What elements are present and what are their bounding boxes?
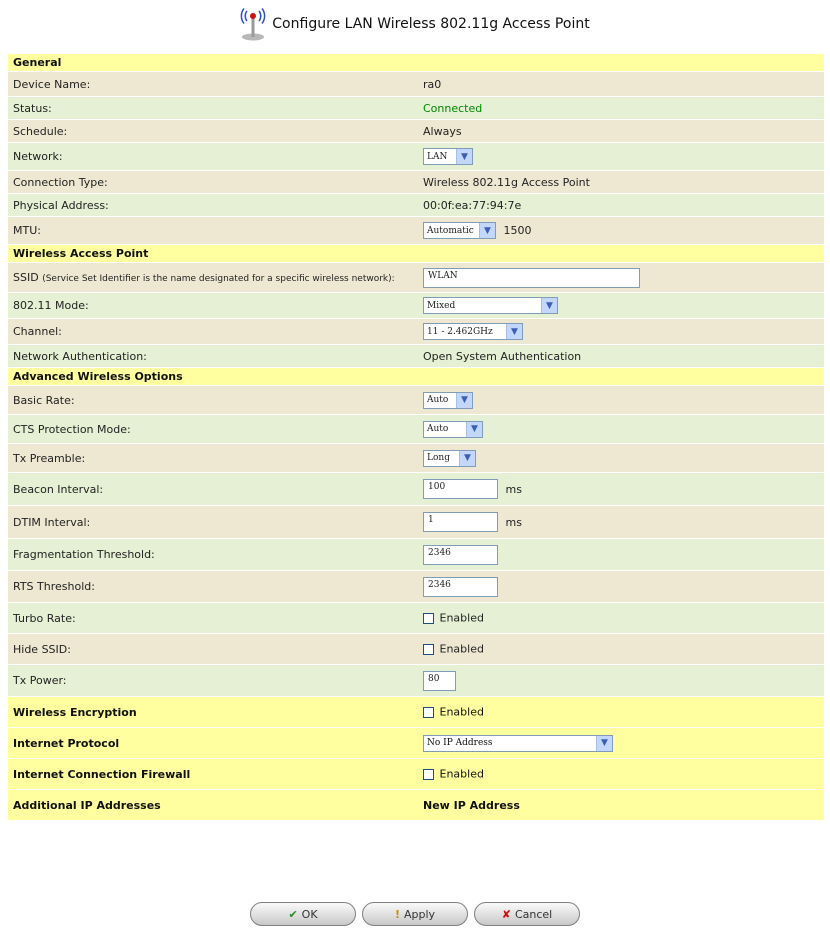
label: Tx Preamble: [8, 444, 418, 473]
row-status [8, 97, 824, 120]
row-fragmentation [8, 539, 824, 571]
physical-address-value: 00:0f:ea:77:94:7e [418, 194, 824, 217]
section-label: General [8, 54, 824, 72]
firewall-link[interactable]: Internet Connection Firewall [8, 759, 418, 790]
row-connection-type [8, 171, 824, 194]
hide-ssid-checkbox[interactable] [423, 644, 434, 655]
label: Channel: [8, 319, 418, 345]
section-label: Wireless Access Point [8, 245, 824, 263]
row-mtu [8, 217, 824, 245]
selected-value: No IP Address [427, 738, 493, 748]
beacon-input[interactable]: 100 [423, 479, 498, 499]
checkbox-label: Enabled [439, 642, 484, 656]
row-hide-ssid [8, 634, 824, 665]
row-basic-rate [8, 386, 824, 415]
label: RTS Threshold: [8, 571, 418, 603]
checkbox-label: Enabled [439, 767, 484, 781]
cancel-button[interactable] [474, 902, 580, 926]
row-cts-protection [8, 415, 824, 444]
chevron-down-icon: ▼ [506, 324, 522, 339]
checkbox-label: Enabled [439, 705, 484, 719]
label: MTU: [8, 217, 418, 245]
selected-value: Auto [427, 395, 449, 405]
chevron-down-icon: ▼ [459, 451, 475, 466]
connection-type-value: Wireless 802.11g Access Point [418, 171, 824, 194]
page-title: Configure LAN Wireless 802.11g Access Point [272, 16, 590, 32]
label: Fragmentation Threshold: [8, 539, 418, 571]
selected-value: Long [427, 453, 450, 463]
turbo-checkbox[interactable] [423, 613, 434, 624]
preamble-select[interactable] [423, 450, 476, 467]
selected-value: Auto [427, 424, 449, 434]
row-beacon-interval [8, 473, 824, 506]
dtim-unit: ms [505, 515, 522, 529]
ssid-label: SSID [13, 271, 39, 284]
selected-value: 11 - 2.462GHz [427, 326, 493, 337]
row-ssid [8, 263, 824, 293]
row-network-authentication [8, 345, 824, 368]
label: Network Authentication: [8, 345, 418, 368]
button-label: Cancel [514, 907, 553, 921]
label: Basic Rate: [8, 386, 418, 415]
row-dtim-interval [8, 506, 824, 539]
mtu-select[interactable] [423, 222, 496, 239]
chevron-down-icon: ▼ [596, 736, 612, 751]
selected-value: Automatic [427, 225, 474, 236]
chevron-down-icon: ▼ [541, 298, 557, 313]
label: CTS Protection Mode: [8, 415, 418, 444]
section-label: Internet Protocol [8, 728, 418, 759]
row-network [8, 143, 824, 171]
section-advanced [8, 368, 824, 386]
label [8, 263, 418, 293]
button-label: Apply [403, 907, 436, 921]
label: Schedule: [8, 120, 418, 143]
cts-select[interactable] [423, 421, 483, 438]
button-label: OK [301, 907, 318, 921]
x-icon: ✘ [501, 907, 511, 921]
label: DTIM Interval: [8, 506, 418, 539]
basic-rate-select[interactable] [423, 392, 473, 409]
selected-value: LAN [427, 151, 448, 162]
label: Status: [8, 97, 418, 120]
label: Connection Type: [8, 171, 418, 194]
firewall-checkbox[interactable] [423, 769, 434, 780]
label: Turbo Rate: [8, 603, 418, 634]
row-schedule [8, 120, 824, 143]
page-header [0, 0, 830, 48]
schedule-value: Always [418, 120, 824, 143]
label: Network: [8, 143, 418, 171]
mode-select[interactable] [423, 297, 558, 314]
apply-button[interactable] [362, 902, 468, 926]
section-wireless-access-point [8, 245, 824, 263]
rts-input[interactable]: 2346 [423, 577, 498, 597]
ssid-note: (Service Set Identifier is the name designated for a specific wireless network): [42, 274, 395, 284]
label: Physical Address: [8, 194, 418, 217]
auth-value: Open System Authentication [418, 345, 824, 368]
ok-button[interactable] [250, 902, 356, 926]
row-channel [8, 319, 824, 345]
row-device-name [8, 72, 824, 97]
row-rts-threshold [8, 571, 824, 603]
row-tx-power [8, 665, 824, 697]
action-buttons [0, 902, 830, 926]
row-physical-address [8, 194, 824, 217]
section-internet-protocol [8, 728, 824, 759]
new-ip-address-link[interactable]: New IP Address [418, 790, 824, 821]
section-firewall [8, 759, 824, 790]
network-select[interactable] [423, 148, 473, 165]
section-general [8, 54, 824, 72]
channel-select[interactable] [423, 323, 523, 340]
tx-power-input[interactable]: 80 [423, 671, 456, 691]
checkmark-icon: ✔ [288, 907, 298, 921]
encryption-checkbox[interactable] [423, 707, 434, 718]
wireless-antenna-icon [240, 7, 266, 41]
row-turbo-rate [8, 603, 824, 634]
checkbox-label: Enabled [439, 611, 484, 625]
fragmentation-input[interactable]: 2346 [423, 545, 498, 565]
section-wireless-encryption [8, 697, 824, 728]
beacon-unit: ms [505, 482, 522, 496]
row-tx-preamble [8, 444, 824, 473]
chevron-down-icon: ▼ [456, 149, 472, 164]
ip-select[interactable] [423, 735, 613, 752]
status-value: Connected [418, 97, 824, 120]
label: Beacon Interval: [8, 473, 418, 506]
ssid-input[interactable]: WLAN [423, 268, 640, 288]
section-label: Additional IP Addresses [8, 790, 418, 821]
chevron-down-icon: ▼ [479, 223, 495, 238]
dtim-input[interactable]: 1 [423, 512, 498, 532]
label: Tx Power: [8, 665, 418, 697]
section-additional-ip [8, 790, 824, 821]
chevron-down-icon: ▼ [466, 422, 482, 437]
label: Device Name: [8, 72, 418, 97]
selected-value: Mixed [427, 300, 456, 311]
exclamation-icon: ! [394, 907, 400, 921]
section-label: Wireless Encryption [8, 697, 418, 728]
mtu-value: 1500 [503, 224, 532, 237]
chevron-down-icon: ▼ [456, 393, 472, 408]
row-80211-mode [8, 293, 824, 319]
config-table [8, 54, 824, 821]
label: 802.11 Mode: [8, 293, 418, 319]
label: Hide SSID: [8, 634, 418, 665]
device-name-value: ra0 [418, 72, 824, 97]
section-label: Advanced Wireless Options [8, 368, 824, 386]
